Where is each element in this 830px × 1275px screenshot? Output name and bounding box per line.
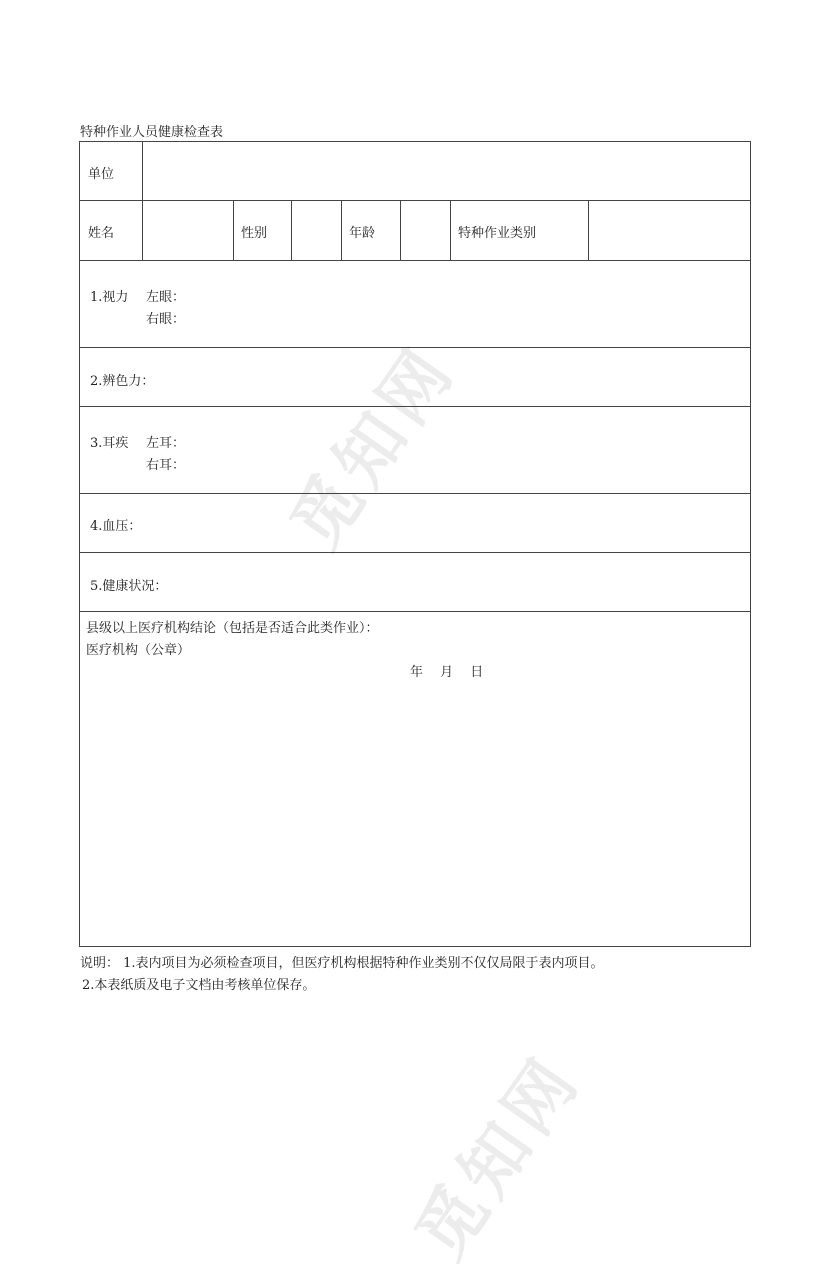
right-eye-field[interactable]	[190, 304, 390, 326]
divider	[80, 406, 750, 407]
left-ear-label: 左耳：	[146, 436, 186, 451]
conclusion-label: 县级以上医疗机构结论（包括是否适合此类作业）：	[86, 621, 379, 636]
right-ear-field[interactable]	[190, 450, 390, 472]
age-field[interactable]	[401, 201, 449, 259]
watermark-bottom: 觅知网	[401, 1040, 597, 1273]
category-label: 特种作业类别	[458, 226, 537, 241]
health-status-label: 5.健康状况：	[90, 579, 168, 594]
date-label: 年 月 日	[410, 665, 484, 680]
conclusion-field[interactable]	[86, 687, 742, 937]
institution-seal-label: 医疗机构（公章）	[86, 643, 191, 658]
divider	[80, 552, 750, 553]
blood-pressure-label: 4.血压：	[90, 519, 142, 534]
divider	[80, 493, 750, 494]
blood-pressure-field[interactable]	[150, 510, 450, 534]
name-field[interactable]	[143, 201, 232, 259]
left-eye-label: 左眼：	[146, 290, 186, 305]
page-title: 特种作业人员健康检查表	[80, 125, 224, 140]
category-field[interactable]	[589, 201, 749, 259]
watermark: 觅知网	[276, 330, 472, 563]
health-check-form	[79, 141, 751, 947]
divider	[80, 611, 750, 612]
left-ear-field[interactable]	[190, 428, 390, 450]
vision-label: 1.视力	[90, 290, 129, 305]
right-ear-label: 右耳：	[146, 458, 186, 473]
divider	[233, 200, 234, 260]
divider	[341, 200, 342, 260]
divider	[80, 260, 750, 261]
note-line-1: 说明： 1.表内项目为必须检查项目，但医疗机构根据特种作业类别不仅仅局限于表内项目。	[80, 956, 604, 971]
right-eye-label: 右眼：	[146, 312, 186, 327]
note-line-2: 2.本表纸质及电子文档由考核单位保存。	[82, 978, 316, 993]
ear-label: 3.耳疾	[90, 436, 129, 451]
color-vision-field[interactable]	[170, 364, 470, 388]
name-label: 姓名	[88, 226, 115, 241]
divider	[80, 347, 750, 348]
unit-field[interactable]	[143, 143, 749, 199]
unit-label: 单位	[88, 167, 115, 182]
divider	[450, 200, 451, 260]
gender-label: 性别	[241, 226, 268, 241]
age-label: 年龄	[349, 226, 376, 241]
gender-field[interactable]	[292, 201, 340, 259]
color-vision-label: 2.辨色力：	[90, 374, 155, 389]
health-status-field[interactable]	[180, 570, 480, 594]
left-eye-field[interactable]	[190, 282, 390, 304]
